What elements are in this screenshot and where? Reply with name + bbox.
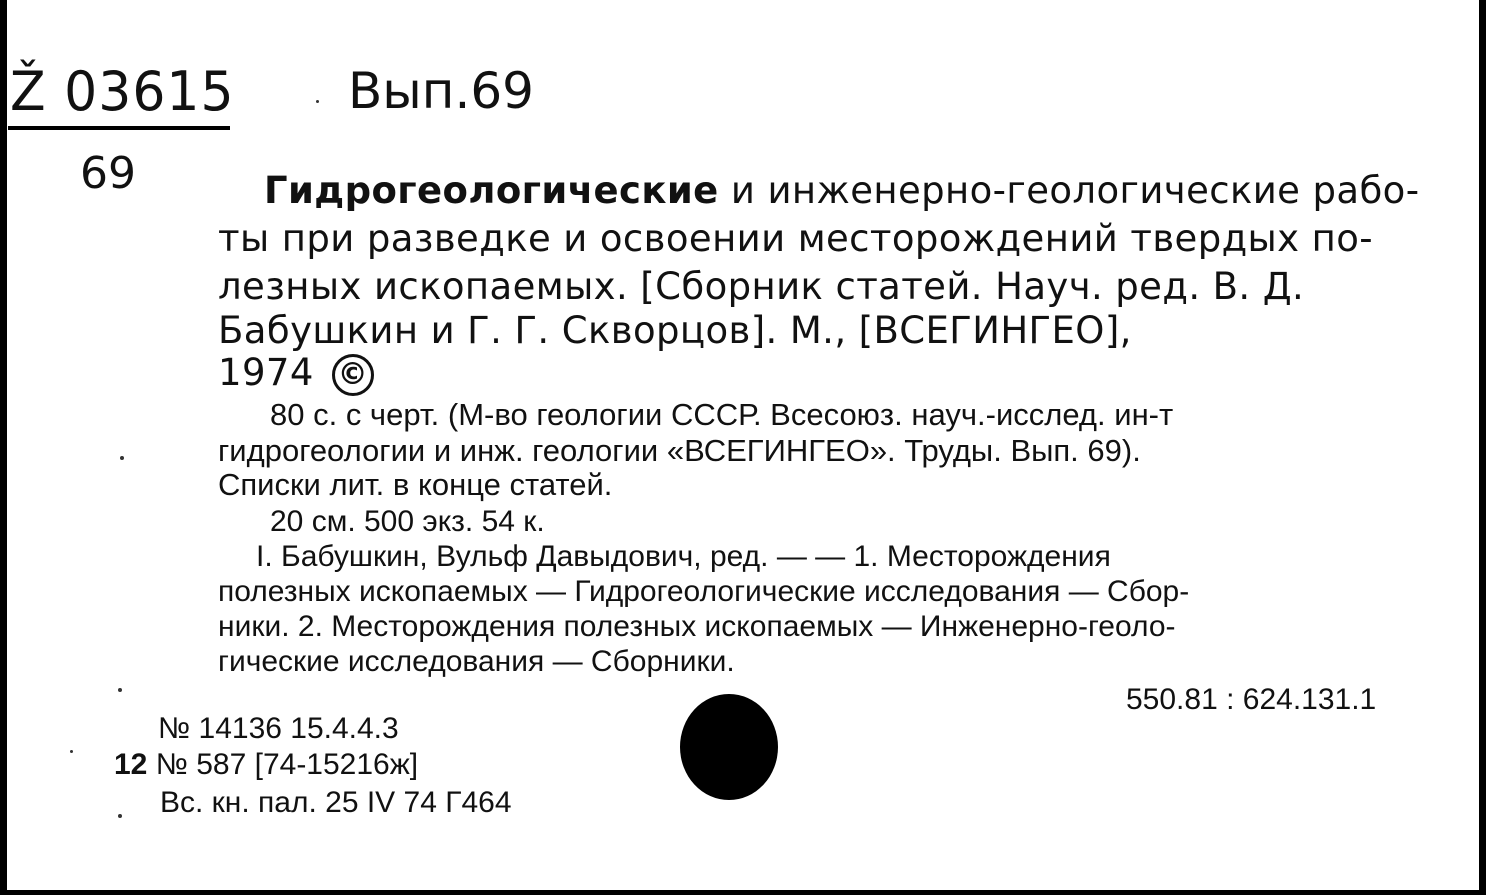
description-line-2: ты при разведке и освоении месторождений твердых по-	[218, 217, 1374, 260]
description-line-1	[264, 168, 1419, 213]
physical-line-3: Списки лит. в конце статей.	[218, 467, 613, 502]
card-border-left	[0, 0, 7, 895]
title-bold: Гидрогеологические	[264, 169, 719, 212]
udc-classification: 550.81 : 624.131.1	[1126, 683, 1377, 716]
copyright-icon: ©	[332, 354, 374, 396]
registry-line-3: Вс. кн. пал. 25 IV 74 Г464	[160, 786, 512, 819]
scan-speck	[316, 100, 319, 103]
registry-line-1: № 14136 15.4.4.3	[158, 712, 399, 745]
registry-line-2-prefix: 12	[114, 748, 148, 781]
scan-speck	[120, 456, 124, 460]
scan-speck	[118, 814, 122, 818]
description-line-5	[218, 350, 374, 396]
description-line-4: Бабушкин и Г. Г. Скворцов]. М., [ВСЕГИНГЕО],	[218, 309, 1132, 352]
physical-line-2: гидрогеологии и инж. геологии «ВСЕГИНГЕО». Труды. Вып. 69).	[218, 433, 1141, 468]
size-print-run-price: 20 см. 500 экз. 54 к.	[270, 505, 545, 538]
subjects-line-3: ники. 2. Месторождения полезных ископаемых — Инженерно-геоло-	[218, 610, 1176, 643]
card-border-bottom	[0, 890, 1486, 895]
scan-speck	[70, 750, 73, 753]
physical-line-1: 80 с. с черт. (М-во геологии СССР. Всесоюз. науч.-исслед. ин-т	[270, 397, 1174, 432]
issue-label: Вып.69	[348, 62, 534, 120]
registry-line-2	[114, 748, 418, 782]
shelf-number: 69	[80, 148, 136, 199]
scan-speck	[118, 688, 122, 692]
subjects-line-2: полезных ископаемых — Гидрогеологические исследования — Сбор-	[218, 575, 1190, 608]
registry-line-2-rest: № 587 [74-15216ж]	[147, 748, 419, 781]
card-border-right	[1479, 0, 1486, 895]
description-line-3: лезных ископаемых. [Сборник статей. Науч. ред. В. Д.	[218, 265, 1305, 308]
call-number-underline	[8, 126, 230, 130]
punch-hole	[680, 694, 778, 800]
call-number: Ž 03615	[10, 60, 235, 124]
subjects-line-1: I. Бабушкин, Вульф Давыдович, ред. — — 1. Месторождения	[256, 540, 1111, 573]
subjects-line-4: гические исследования — Сборники.	[218, 645, 735, 678]
description-line-1-rest: и инженерно-геологические рабо-	[718, 169, 1420, 212]
publication-year: 1974	[218, 351, 314, 394]
